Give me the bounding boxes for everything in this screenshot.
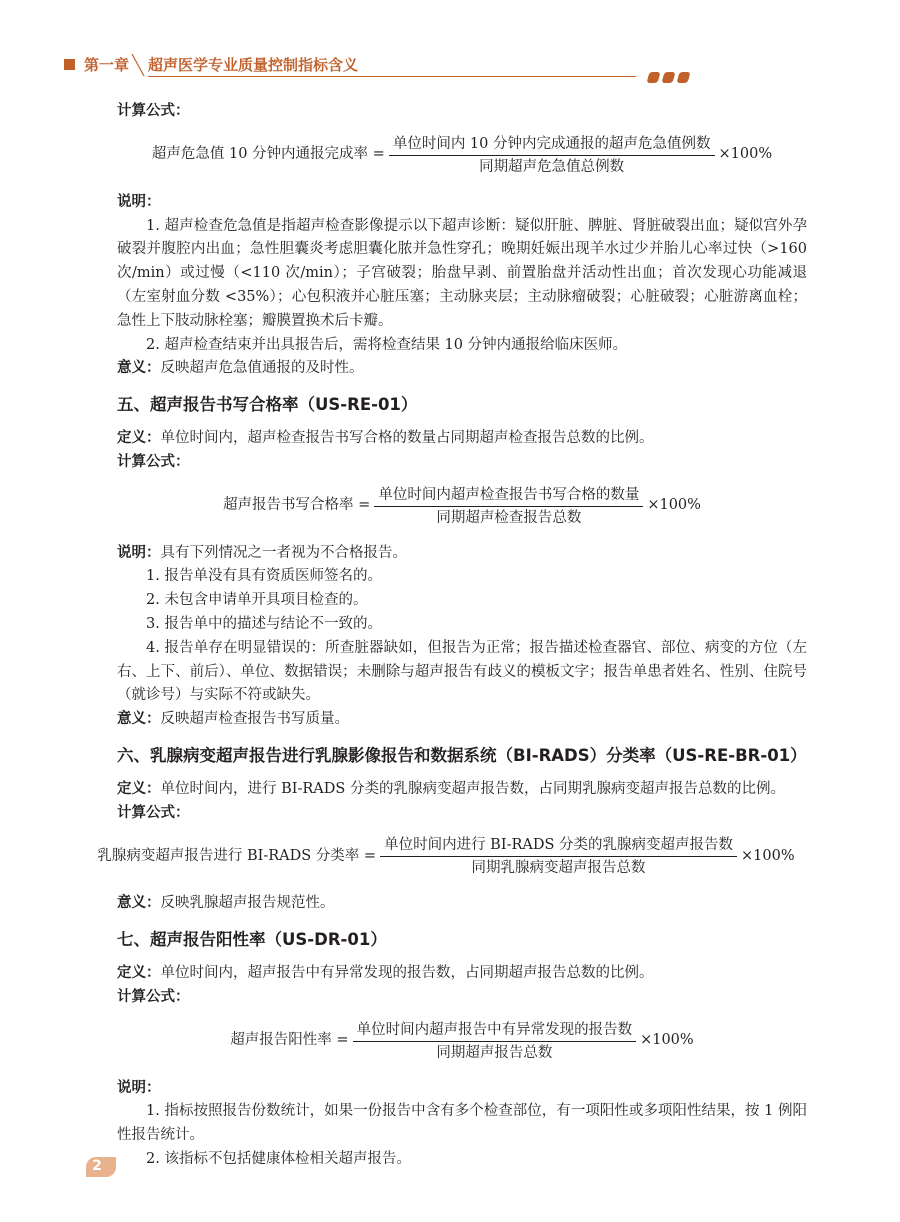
sec4-meaning: [117, 357, 807, 381]
sec5-note-text: 具有下列情况之一者视为不合格报告。: [160, 544, 407, 561]
header-decoration-dots: [648, 68, 693, 87]
sec6-def-label: 定义：: [117, 780, 161, 797]
chapter-label: 第一章: [84, 56, 130, 74]
sec7-note-item: 1. 指标按照报告份数统计，如果一份报告中含有多个检查部位，有一项阳性或多项阳性结果，按 1 例阳性报告统计。: [117, 1103, 807, 1144]
header-square-mark: [64, 59, 75, 70]
sec4-meaning-label: 意义：: [117, 360, 161, 377]
sec6-formula: [85, 835, 807, 878]
header-rule: [148, 76, 636, 77]
sec6-calc-label: 计算公式：: [117, 804, 190, 821]
page-header: [0, 0, 900, 90]
sec6-definition: [117, 778, 807, 802]
sec7-heading: 七、超声报告阳性率（US-DR-01）: [117, 930, 387, 950]
sec7-note-label: 说明：: [117, 1079, 161, 1096]
sec4-formula-multiplier: ×100%: [718, 146, 773, 163]
sec5-formula-multiplier: ×100%: [647, 497, 701, 514]
sec5-heading: 五、超声报告书写合格率（US-RE-01）: [117, 395, 418, 415]
page-number: 2: [92, 1158, 102, 1174]
sec6-formula-multiplier: ×100%: [741, 847, 795, 864]
sec5-item: 2. 未包含申请单开具项目检查的。: [146, 592, 368, 609]
sec4-meaning-text: 反映超声危急值通报的及时性。: [160, 360, 364, 377]
sec7-def-label: 定义：: [117, 964, 161, 981]
sec5-meaning: [117, 708, 807, 732]
sec4-formula-denominator: 同期超声危急值总例数: [479, 158, 625, 175]
chapter-title: 超声医学专业质量控制指标含义: [148, 56, 359, 74]
sec7-formula-numerator: 单位时间内超声报告中有异常发现的报告数: [353, 1020, 637, 1042]
sec7-formula-multiplier: ×100%: [640, 1032, 694, 1049]
sec7-formula-denominator: 同期超声报告总数: [436, 1044, 553, 1061]
sec5-item: 4. 报告单存在明显错误的：所查脏器缺如，但报告为正常；报告描述检查器官、部位、病变的方位（左右、上下、前后）、单位、数据错误；未删除与超声报告有歧义的模板文字；报告单患者姓名、性别、住院号（就诊号）与实际不符或缺失。: [117, 639, 807, 704]
sec4-note-item: 2. 超声检查结束并出具报告后，需将检查结果 10 分钟内通报给临床医师。: [146, 336, 628, 353]
header-divider-slash: [128, 53, 146, 77]
sec5-note: [117, 542, 807, 566]
sec6-def-text: 单位时间内，进行 BI-RADS 分类的乳腺病变超声报告数，占同期乳腺病变超声报告总数的比例。: [160, 780, 785, 797]
sec6-meaning: [117, 892, 807, 916]
sec5-formula-numerator: 单位时间内超声检查报告书写合格的数量: [374, 485, 643, 507]
sec7-note-item: 2. 该指标不包括健康体检相关超声报告。: [146, 1150, 411, 1167]
sec6-formula-name: 乳腺病变超声报告进行 BI-RADS 分类率 =: [97, 847, 377, 864]
sec4-calc-label: 计算公式：: [117, 103, 190, 119]
sec5-formula: [117, 485, 807, 528]
sec5-item: 3. 报告单中的描述与结论不一致的。: [146, 615, 382, 632]
sec6-formula-numerator: 单位时间内进行 BI-RADS 分类的乳腺病变超声报告数: [380, 835, 737, 857]
sec6-meaning-text: 反映乳腺超声报告规范性。: [160, 895, 335, 912]
sec6-formula-denominator: 同期乳腺病变超声报告总数: [471, 860, 646, 877]
sec7-definition: [117, 962, 807, 986]
sec4-formula: [117, 134, 807, 177]
sec7-formula-name: 超声报告阳性率 =: [230, 1032, 349, 1049]
sec7-def-text: 单位时间内，超声报告中有异常发现的报告数，占同期超声报告总数的比例。: [160, 964, 654, 981]
sec5-formula-denominator: 同期超声检查报告总数: [436, 509, 582, 526]
page-body: [97, 100, 807, 1172]
sec6-meaning-label: 意义：: [117, 895, 161, 912]
sec5-meaning-label: 意义：: [117, 711, 161, 728]
sec7-formula: [117, 1020, 807, 1063]
sec4-note-item: 1. 超声检查危急值是指超声检查影像提示以下超声诊断：疑似肝脏、脾脏、肾脏破裂出血；疑似宫外孕破裂并腹腔内出血；急性胆囊炎考虑胆囊化脓并急性穿孔；晚期妊娠出现羊水过少并胎儿心率过快（>160 次/min）或过慢（<110 次/min）；子宫破裂；胎盘早剥、前置胎盘并活动性出血；首次发现心功能减退（左室射血分数 <35%）；心包积液并心脏压塞；主动脉夹层；主动脉瘤破裂；心脏破裂；心脏游离血栓；急性上下肢动脉栓塞；瓣膜置换术后卡瓣。: [117, 217, 807, 329]
sec5-definition: [117, 427, 807, 451]
sec4-formula-name: 超声危急值 10 分钟内通报完成率 =: [151, 146, 385, 163]
sec5-formula-fraction: [374, 485, 643, 528]
sec5-def-label: 定义：: [117, 429, 161, 446]
sec5-note-label: 说明：: [117, 544, 161, 561]
sec5-calc-label: 计算公式：: [117, 453, 190, 470]
sec5-formula-name: 超声报告书写合格率 =: [223, 497, 371, 514]
sec4-formula-fraction: [389, 134, 715, 177]
sec4-note-label: 说明：: [117, 193, 161, 210]
sec5-meaning-text: 反映超声检查报告书写质量。: [160, 711, 349, 728]
sec6-heading: 六、乳腺病变超声报告进行乳腺影像报告和数据系统（BI-RADS）分类率（US-RE-BR-01）: [117, 745, 807, 765]
sec6-formula-fraction: [380, 835, 737, 878]
sec5-def-text: 单位时间内，超声检查报告书写合格的数量占同期超声检查报告总数的比例。: [160, 429, 654, 446]
sec4-formula-numerator: 单位时间内 10 分钟内完成通报的超声危急值例数: [389, 134, 715, 156]
sec7-calc-label: 计算公式：: [117, 988, 190, 1005]
sec7-formula-fraction: [353, 1020, 637, 1063]
sec5-item: 1. 报告单没有具有资质医师签名的。: [146, 568, 382, 585]
